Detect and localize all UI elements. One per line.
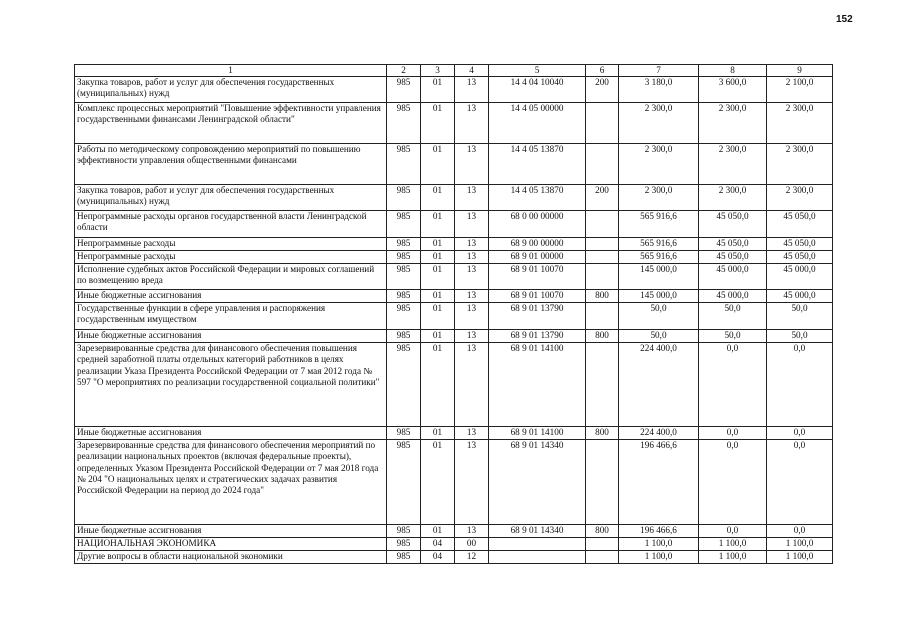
table-row: [75, 77, 833, 103]
table-row: [75, 343, 833, 427]
column-header: 2: [387, 65, 421, 77]
cell-amount-8: 0,0: [699, 525, 767, 538]
cell-amount-7: 3 180,0: [619, 77, 699, 103]
cell-section: 01: [421, 330, 455, 343]
cell-expense-type: 800: [586, 330, 619, 343]
cell-expense-type: 200: [586, 185, 619, 211]
cell-amount-7: 2 300,0: [619, 144, 699, 185]
cell-amount-8: 2 300,0: [699, 144, 767, 185]
cell-amount-7: 224 400,0: [619, 427, 699, 440]
cell-admin-code: 985: [387, 185, 421, 211]
cell-admin-code: 985: [387, 251, 421, 264]
cell-target-article: 14 4 05 13870: [489, 144, 586, 185]
cell-target-article: 68 9 01 14340: [489, 440, 586, 525]
column-header: 8: [699, 65, 767, 77]
column-header: 3: [421, 65, 455, 77]
cell-section: 01: [421, 251, 455, 264]
cell-admin-code: 985: [387, 290, 421, 303]
cell-amount-8: 3 600,0: [699, 77, 767, 103]
cell-admin-code: 985: [387, 525, 421, 538]
cell-amount-8: 0,0: [699, 427, 767, 440]
table-row: [75, 303, 833, 330]
table-row: [75, 211, 833, 238]
cell-amount-7: 196 466,6: [619, 525, 699, 538]
cell-section: 01: [421, 185, 455, 211]
table-row: [75, 538, 833, 551]
cell-section: 01: [421, 343, 455, 427]
cell-subsection: 13: [455, 144, 489, 185]
cell-section: 01: [421, 103, 455, 144]
cell-target-article: 14 4 04 10040: [489, 77, 586, 103]
cell-expense-type: 800: [586, 290, 619, 303]
cell-expense-type: [586, 251, 619, 264]
cell-subsection: 13: [455, 343, 489, 427]
cell-amount-7: 1 100,0: [619, 538, 699, 551]
cell-subsection: 13: [455, 525, 489, 538]
cell-expense-type: [586, 264, 619, 290]
cell-amount-9: 45 050,0: [767, 211, 833, 238]
table-row: [75, 440, 833, 525]
cell-amount-9: 50,0: [767, 330, 833, 343]
cell-admin-code: 985: [387, 330, 421, 343]
cell-expense-type: [586, 211, 619, 238]
cell-amount-7: 224 400,0: [619, 343, 699, 427]
cell-expense-type: [586, 238, 619, 251]
cell-amount-7: 565 916,6: [619, 211, 699, 238]
row-name: Иные бюджетные ассигнования: [75, 290, 387, 303]
cell-target-article: 14 4 05 00000: [489, 103, 586, 144]
budget-table: [74, 64, 833, 564]
cell-admin-code: 985: [387, 238, 421, 251]
cell-section: 01: [421, 525, 455, 538]
table-row: [75, 251, 833, 264]
cell-amount-7: 145 000,0: [619, 290, 699, 303]
row-name: Зарезервированные средства для финансового обеспечения мероприятий по реализации национальных проектов (включая федеральные проекты), определенных Указом Президента Российской Федерации от 7 мая 2018 года № 204 "О национальных целях и стратегических задачах развития Российской Федерации на период до 2024 года": [75, 440, 387, 525]
cell-section: 01: [421, 144, 455, 185]
cell-section: 04: [421, 538, 455, 551]
row-name: НАЦИОНАЛЬНАЯ ЭКОНОМИКА: [75, 538, 387, 551]
cell-amount-8: 45 050,0: [699, 238, 767, 251]
cell-admin-code: 985: [387, 103, 421, 144]
cell-section: 04: [421, 551, 455, 564]
column-header: 6: [586, 65, 619, 77]
cell-amount-8: 2 300,0: [699, 185, 767, 211]
cell-amount-7: 196 466,6: [619, 440, 699, 525]
table-row: [75, 551, 833, 564]
cell-admin-code: 985: [387, 303, 421, 330]
cell-amount-9: 45 050,0: [767, 238, 833, 251]
cell-target-article: [489, 538, 586, 551]
cell-subsection: 13: [455, 77, 489, 103]
cell-amount-8: 50,0: [699, 330, 767, 343]
cell-amount-9: 45 000,0: [767, 290, 833, 303]
column-header: 9: [767, 65, 833, 77]
column-header: 1: [75, 65, 387, 77]
header-row: [75, 65, 833, 77]
cell-subsection: 12: [455, 551, 489, 564]
cell-subsection: 13: [455, 303, 489, 330]
cell-target-article: 68 9 01 10070: [489, 264, 586, 290]
cell-subsection: 00: [455, 538, 489, 551]
cell-amount-7: 2 300,0: [619, 185, 699, 211]
cell-amount-9: 2 300,0: [767, 103, 833, 144]
cell-subsection: 13: [455, 103, 489, 144]
cell-admin-code: 985: [387, 427, 421, 440]
cell-amount-9: 50,0: [767, 303, 833, 330]
row-name: Другие вопросы в области национальной экономики: [75, 551, 387, 564]
cell-amount-7: 565 916,6: [619, 251, 699, 264]
cell-expense-type: 800: [586, 427, 619, 440]
cell-amount-7: 50,0: [619, 330, 699, 343]
cell-amount-7: 50,0: [619, 303, 699, 330]
cell-target-article: 68 9 01 13790: [489, 330, 586, 343]
cell-amount-8: 45 000,0: [699, 290, 767, 303]
cell-section: 01: [421, 427, 455, 440]
cell-expense-type: [586, 144, 619, 185]
table-row: [75, 103, 833, 144]
row-name: Закупка товаров, работ и услуг для обеспечения государственных (муниципальных) нужд: [75, 185, 387, 211]
cell-admin-code: 985: [387, 538, 421, 551]
cell-amount-9: 0,0: [767, 525, 833, 538]
row-name: Исполнение судебных актов Российской Федерации и мировых соглашений по возмещению вреда: [75, 264, 387, 290]
cell-target-article: 68 9 01 10070: [489, 290, 586, 303]
cell-subsection: 13: [455, 440, 489, 525]
cell-expense-type: [586, 440, 619, 525]
cell-expense-type: [586, 103, 619, 144]
cell-amount-9: 0,0: [767, 440, 833, 525]
cell-amount-9: 45 000,0: [767, 264, 833, 290]
cell-amount-8: 45 050,0: [699, 251, 767, 264]
cell-section: 01: [421, 211, 455, 238]
cell-amount-7: 145 000,0: [619, 264, 699, 290]
row-name: Иные бюджетные ассигнования: [75, 525, 387, 538]
cell-subsection: 13: [455, 427, 489, 440]
cell-section: 01: [421, 290, 455, 303]
cell-amount-8: 45 050,0: [699, 211, 767, 238]
cell-admin-code: 985: [387, 343, 421, 427]
cell-subsection: 13: [455, 264, 489, 290]
cell-expense-type: 800: [586, 525, 619, 538]
cell-amount-9: 1 100,0: [767, 551, 833, 564]
cell-target-article: 68 9 01 14100: [489, 427, 586, 440]
cell-expense-type: [586, 538, 619, 551]
column-header: 7: [619, 65, 699, 77]
cell-amount-8: 50,0: [699, 303, 767, 330]
cell-amount-8: 0,0: [699, 343, 767, 427]
table-row: [75, 238, 833, 251]
cell-section: 01: [421, 264, 455, 290]
cell-amount-9: 0,0: [767, 343, 833, 427]
cell-admin-code: 985: [387, 264, 421, 290]
row-name: Зарезервированные средства для финансового обеспечения повышения средней заработной платы отдельных категорий работников в целях реализации Указа Президента Российской Федерации от 7 мая 2012 года № 597 "О мероприятиях по реализации государственной социальной политики": [75, 343, 387, 427]
table-row: [75, 144, 833, 185]
cell-amount-8: 1 100,0: [699, 551, 767, 564]
cell-target-article: [489, 551, 586, 564]
cell-target-article: 68 9 01 14340: [489, 525, 586, 538]
row-name: Непрограммные расходы: [75, 251, 387, 264]
cell-amount-7: 2 300,0: [619, 103, 699, 144]
cell-amount-7: 1 100,0: [619, 551, 699, 564]
cell-admin-code: 985: [387, 144, 421, 185]
row-name: Иные бюджетные ассигнования: [75, 427, 387, 440]
row-name: Непрограммные расходы: [75, 238, 387, 251]
cell-amount-7: 565 916,6: [619, 238, 699, 251]
row-name: Комплекс процессных мероприятий "Повышение эффективности управления государственными финансами Ленинградской области": [75, 103, 387, 144]
row-name: Иные бюджетные ассигнования: [75, 330, 387, 343]
cell-admin-code: 985: [387, 440, 421, 525]
cell-subsection: 13: [455, 330, 489, 343]
cell-section: 01: [421, 440, 455, 525]
cell-amount-9: 2 300,0: [767, 185, 833, 211]
row-name: Непрограммные расходы органов государственной власти Ленинградской области: [75, 211, 387, 238]
cell-subsection: 13: [455, 238, 489, 251]
cell-target-article: 68 9 00 00000: [489, 238, 586, 251]
row-name: Закупка товаров, работ и услуг для обеспечения государственных (муниципальных) нужд: [75, 77, 387, 103]
cell-subsection: 13: [455, 251, 489, 264]
cell-amount-8: 1 100,0: [699, 538, 767, 551]
row-name: Государственные функции в сфере управления и распоряжения государственным имуществом: [75, 303, 387, 330]
cell-target-article: 68 9 01 00000: [489, 251, 586, 264]
cell-section: 01: [421, 77, 455, 103]
cell-amount-9: 2 100,0: [767, 77, 833, 103]
cell-amount-9: 45 050,0: [767, 251, 833, 264]
column-header: 5: [489, 65, 586, 77]
table-row: [75, 525, 833, 538]
table-row: [75, 427, 833, 440]
cell-amount-9: 2 300,0: [767, 144, 833, 185]
table-row: [75, 185, 833, 211]
cell-amount-8: 0,0: [699, 440, 767, 525]
cell-amount-8: 2 300,0: [699, 103, 767, 144]
cell-target-article: 14 4 05 13870: [489, 185, 586, 211]
cell-admin-code: 985: [387, 551, 421, 564]
row-name: Работы по методическому сопровождению мероприятий по повышению эффективности управления общественными финансами: [75, 144, 387, 185]
cell-target-article: 68 9 01 13790: [489, 303, 586, 330]
cell-expense-type: [586, 551, 619, 564]
cell-target-article: 68 0 00 00000: [489, 211, 586, 238]
table-row: [75, 330, 833, 343]
cell-section: 01: [421, 303, 455, 330]
cell-amount-8: 45 000,0: [699, 264, 767, 290]
column-header: 4: [455, 65, 489, 77]
cell-subsection: 13: [455, 185, 489, 211]
page-number: 152: [836, 14, 853, 25]
cell-expense-type: [586, 343, 619, 427]
cell-section: 01: [421, 238, 455, 251]
cell-target-article: 68 9 01 14100: [489, 343, 586, 427]
cell-amount-9: 0,0: [767, 427, 833, 440]
cell-amount-9: 1 100,0: [767, 538, 833, 551]
table-row: [75, 290, 833, 303]
cell-admin-code: 985: [387, 211, 421, 238]
cell-expense-type: [586, 303, 619, 330]
cell-admin-code: 985: [387, 77, 421, 103]
table-row: [75, 264, 833, 290]
cell-expense-type: 200: [586, 77, 619, 103]
cell-subsection: 13: [455, 211, 489, 238]
cell-subsection: 13: [455, 290, 489, 303]
